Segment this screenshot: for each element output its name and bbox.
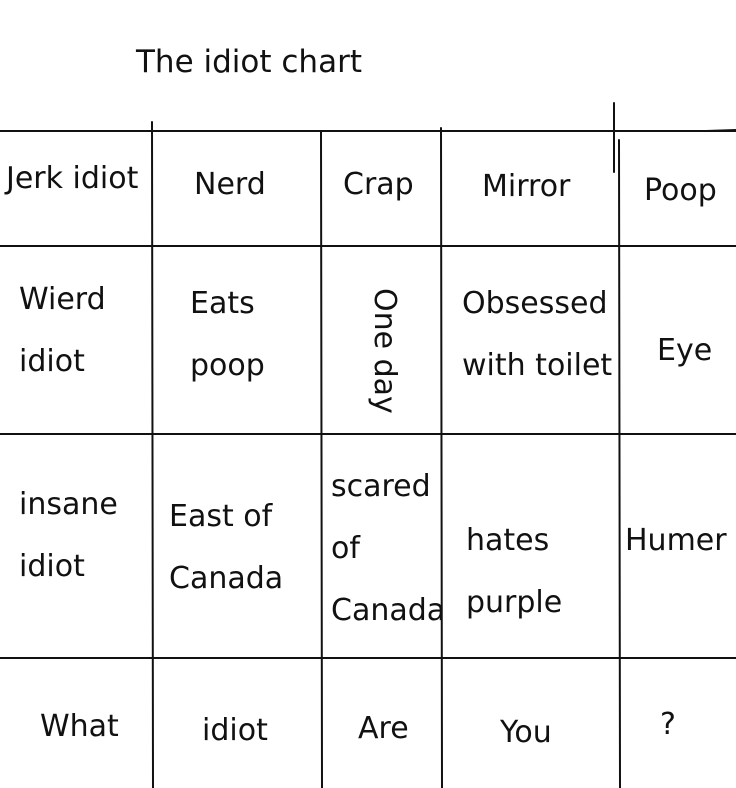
table-cell: Humer — [625, 523, 727, 558]
table-cell: ? — [660, 707, 676, 742]
header-cell: Poop — [644, 173, 717, 208]
table-cell: scared of Canada — [331, 469, 446, 628]
header-cell: Mirror — [482, 169, 571, 204]
table-cell: You — [500, 715, 552, 750]
header-cell: Jerk idiot — [6, 161, 139, 196]
table-cell: What — [40, 709, 119, 744]
table-cell-vertical: One day — [367, 288, 402, 414]
table-cell: insane idiot — [19, 487, 118, 584]
table-cell: East of Canada — [169, 499, 284, 596]
table-cell: Eats poop — [190, 286, 265, 383]
grid-stray-line-b — [706, 130, 736, 131]
grid-line-col-4 — [619, 140, 620, 788]
table-cell: Obsessed with toilet — [462, 286, 613, 383]
table-cell: hates purple — [466, 523, 563, 620]
grid-line-col-2 — [321, 131, 322, 788]
chart-title: The idiot chart — [136, 44, 362, 80]
header-cell: Nerd — [194, 167, 266, 202]
table-cell: Eye — [657, 333, 713, 368]
table-cell: Wierd idiot — [19, 282, 106, 379]
header-cell: Crap — [343, 167, 414, 202]
table-cell: Are — [358, 711, 409, 746]
table-cell: idiot — [202, 713, 268, 748]
grid-line-col-1 — [152, 122, 153, 788]
